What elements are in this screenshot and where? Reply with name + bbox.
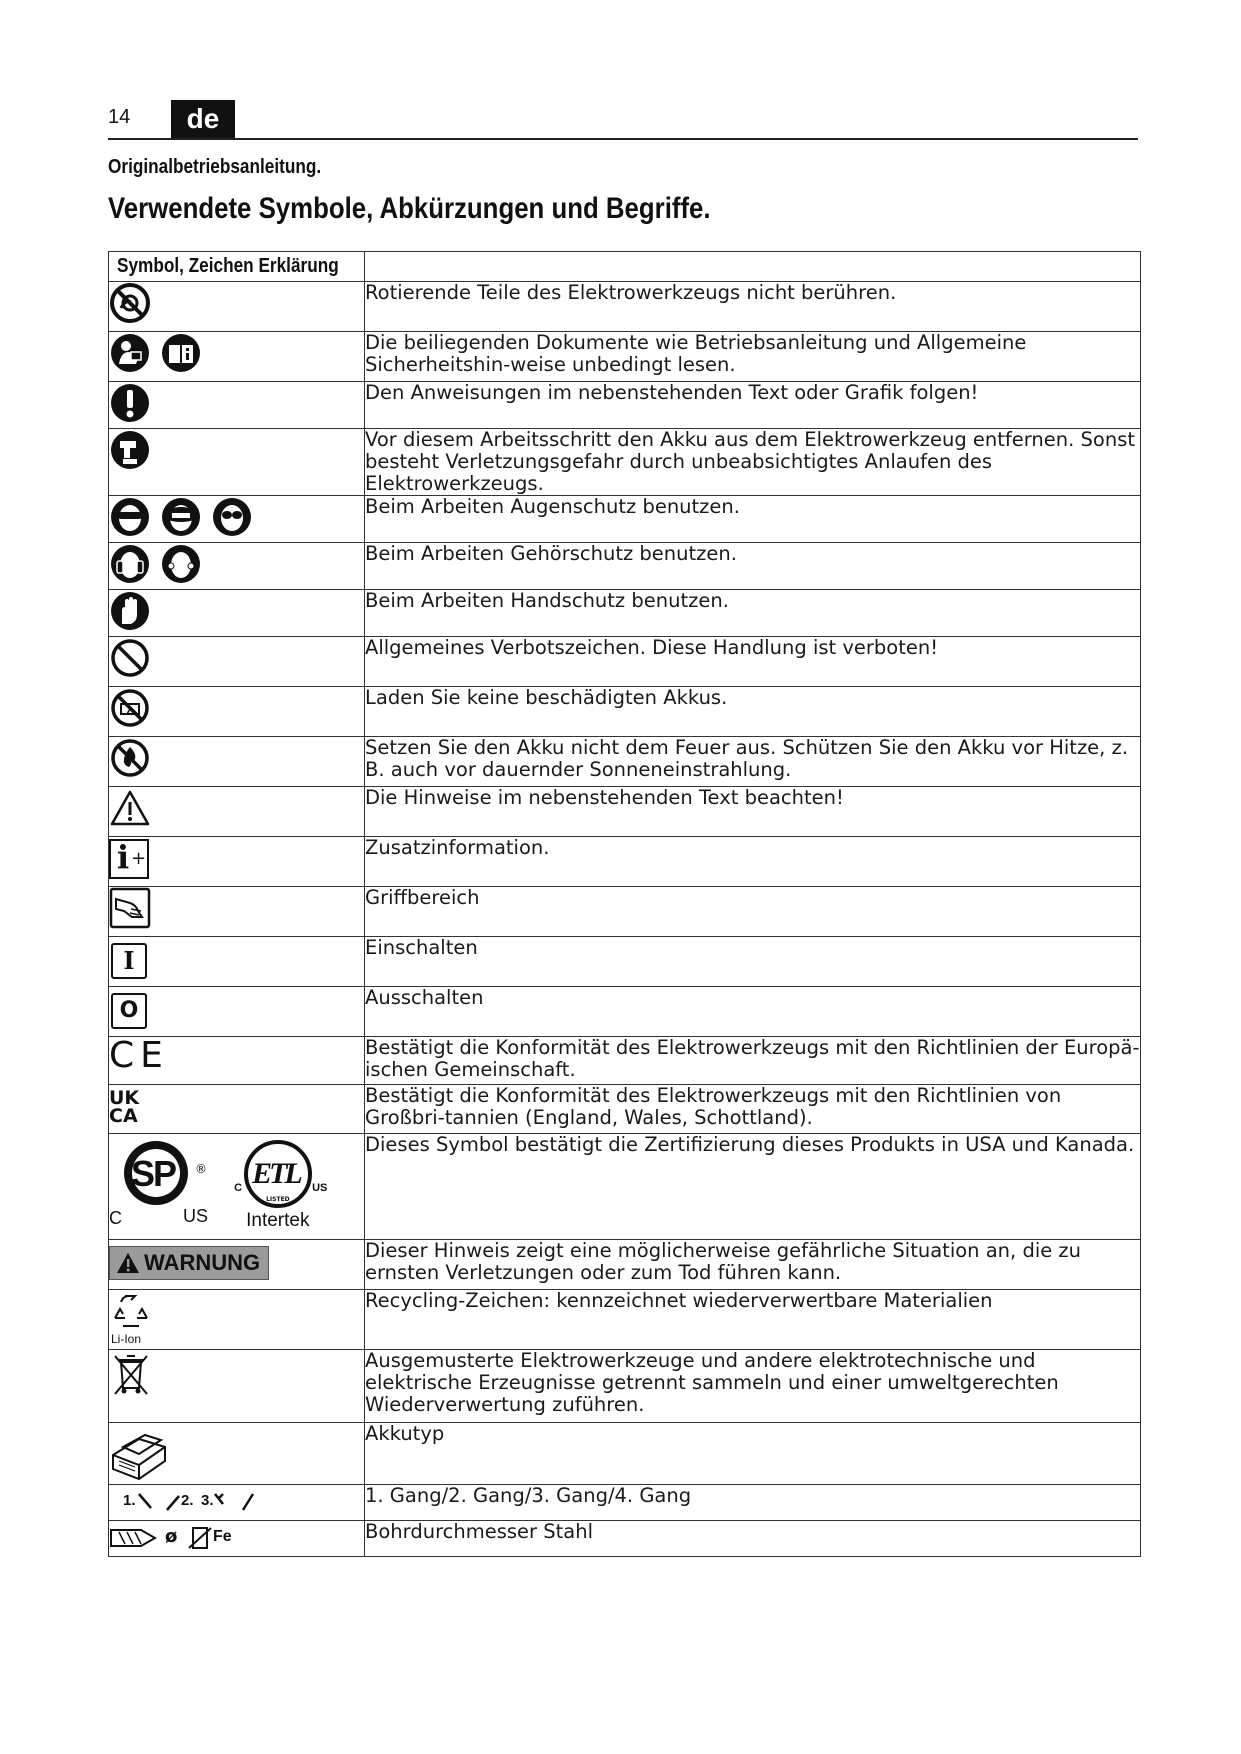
remove-battery-icon xyxy=(109,429,151,471)
gear-2-label: 2. xyxy=(181,1492,194,1509)
warning-label-text: WARNUNG xyxy=(144,1250,261,1275)
safety-goggles-icon xyxy=(211,496,253,538)
fe-label: Fe xyxy=(213,1528,232,1545)
gear-1-label: 1. xyxy=(123,1492,136,1509)
no-fire-icon xyxy=(109,737,151,779)
symbol-cell xyxy=(109,687,365,737)
explanation-cell: Den Anweisungen im nebenstehenden Text oder Grafik folgen! xyxy=(365,382,1141,429)
table-row xyxy=(109,1290,1141,1350)
table-row xyxy=(109,1037,1141,1085)
table-row xyxy=(109,987,1141,1037)
gear-3-label: 3. xyxy=(201,1492,214,1509)
diameter-symbol: ø xyxy=(165,1526,178,1547)
document-subtitle: Originalbetriebsanleitung. xyxy=(108,156,322,178)
symbol-cell xyxy=(109,382,365,429)
symbol-cell xyxy=(109,496,365,543)
table-header-row xyxy=(109,252,1141,282)
power-on-icon xyxy=(111,943,147,979)
table-row xyxy=(109,429,1141,496)
symbol-cell xyxy=(109,1423,365,1485)
symbol-cell xyxy=(109,837,365,887)
explanation-cell: Beim Arbeiten Handschutz benutzen. xyxy=(365,590,1141,637)
ear-protection-icon xyxy=(109,543,151,585)
explanation-cell: Bohrdurchmesser Stahl xyxy=(365,1521,1141,1557)
info-i-glyph: i xyxy=(117,838,130,876)
etl-letters: ETL xyxy=(252,1157,300,1190)
explanation-cell: Zusatzinformation. xyxy=(365,837,1141,887)
symbol-cell xyxy=(109,987,365,1037)
csa-c-label: C xyxy=(109,1208,122,1228)
symbol-cell xyxy=(109,590,365,637)
explanation-cell: Einschalten xyxy=(365,937,1141,987)
ear-plugs-icon xyxy=(160,543,202,585)
battery-pack-icon xyxy=(109,1425,171,1481)
csa-mark-icon xyxy=(109,1134,219,1230)
symbol-cell xyxy=(109,1134,365,1240)
table-row xyxy=(109,1423,1141,1485)
symbol-cell xyxy=(109,332,365,382)
explanation-cell: Laden Sie keine beschädigten Akkus. xyxy=(365,687,1141,737)
explanation-cell: Setzen Sie den Akku nicht dem Feuer aus. Schützen Sie den Akku vor Hitze, z. B. auch vor dauernder Sonneneinstrahlung. xyxy=(365,737,1141,787)
no-touch-rotating-icon xyxy=(109,282,151,324)
explanation-cell: Vor diesem Arbeitsschritt den Akku aus dem Elektrowerkzeug entfernen. Sonst besteht Verletzungsgefahr durch unbeabsichtigtes Anlaufen des Elektrowerkzeugs. xyxy=(365,429,1141,496)
table-row xyxy=(109,787,1141,837)
table-row xyxy=(109,382,1141,429)
symbol-cell xyxy=(109,637,365,687)
explanation-cell: Griffbereich xyxy=(365,887,1141,937)
explanation-cell: Die beiliegenden Dokumente wie Betriebsanleitung und Allgemeine Sicherheitshin-weise unbedingt lesen. xyxy=(365,332,1141,382)
ukca-uk-text: UK xyxy=(109,1087,140,1109)
table-row xyxy=(109,887,1141,937)
table-row xyxy=(109,496,1141,543)
explanation-cell: Allgemeines Verbotszeichen. Diese Handlung ist verboten! xyxy=(365,637,1141,687)
symbol-cell xyxy=(109,1290,365,1350)
symbol-cell xyxy=(109,737,365,787)
page-header xyxy=(108,100,1138,140)
table-row xyxy=(109,332,1141,382)
info-plus-glyph: + xyxy=(131,848,147,869)
table-row xyxy=(109,1521,1141,1557)
weee-bin-icon xyxy=(109,1350,153,1400)
intertek-label: Intertek xyxy=(246,1210,310,1231)
table-row xyxy=(109,1350,1141,1423)
page-number: 14 xyxy=(108,106,131,128)
info-plus-icon xyxy=(109,839,149,879)
explanation-cell: Recycling-Zeichen: kennzeichnet wiederverwertbare Materialien xyxy=(365,1290,1141,1350)
table-row xyxy=(109,282,1141,332)
explanation-cell: Bestätigt die Konformität des Elektrowerkzeugs mit den Richtlinien der Europä-ischen Gemeinschaft. xyxy=(365,1037,1141,1085)
table-row xyxy=(109,543,1141,590)
etl-listed: LISTED xyxy=(266,1196,290,1203)
recycling-liion-icon xyxy=(109,1292,153,1348)
explanation-cell: Akkutyp xyxy=(365,1423,1141,1485)
eye-protection-icon xyxy=(109,496,151,538)
symbol-cell xyxy=(109,937,365,987)
ukca-ca-text: CA xyxy=(109,1105,138,1127)
symbols-table xyxy=(108,251,1141,1557)
info-book-icon xyxy=(160,332,202,374)
table-row xyxy=(109,737,1141,787)
face-shield-icon xyxy=(160,496,202,538)
symbol-cell xyxy=(109,1037,365,1085)
explanation-cell: Die Hinweise im nebenstehenden Text beachten! xyxy=(365,787,1141,837)
csa-letters: SP xyxy=(131,1153,176,1194)
symbol-cell xyxy=(109,282,365,332)
symbol-cell xyxy=(109,787,365,837)
power-off-icon xyxy=(111,993,147,1029)
table-row xyxy=(109,590,1141,637)
drill-diameter-steel-icon xyxy=(109,1524,269,1552)
warning-label-icon xyxy=(109,1246,269,1280)
prohibition-icon xyxy=(109,637,151,679)
table-row xyxy=(109,937,1141,987)
symbol-cell xyxy=(109,1521,365,1557)
explanation-cell: Beim Arbeiten Gehörschutz benutzen. xyxy=(365,543,1141,590)
symbol-cell xyxy=(109,543,365,590)
explanation-cell: 1. Gang/2. Gang/3. Gang/4. Gang xyxy=(365,1485,1141,1521)
explanation-cell: Rotierende Teile des Elektrowerkzeugs nicht berühren. xyxy=(365,282,1141,332)
warning-triangle-icon xyxy=(109,787,151,829)
gear-selector-icon xyxy=(109,1488,269,1516)
csa-us-label: US xyxy=(183,1206,209,1226)
explanation-cell: Bestätigt die Konformität des Elektrowerkzeugs mit den Richtlinien von Großbri-tannien (England, Wales, Schottland). xyxy=(365,1085,1141,1134)
li-ion-label: Li-Ion xyxy=(111,1332,142,1346)
language-tab: de xyxy=(171,100,235,138)
table-row xyxy=(109,1240,1141,1290)
no-damaged-battery-icon xyxy=(109,687,151,729)
explanation-cell: Ausgemusterte Elektrowerkzeuge und andere elektrotechnische und elektrische Erzeugnisse getrennt sammeln und einer umweltgerechten Wiederverwertung zuführen. xyxy=(365,1350,1141,1423)
table-row xyxy=(109,687,1141,737)
column-header-explanation xyxy=(365,252,1141,282)
table-row xyxy=(109,837,1141,887)
table-row xyxy=(109,1134,1141,1240)
etl-us-label: US xyxy=(312,1182,328,1194)
table-row xyxy=(109,637,1141,687)
symbol-cell xyxy=(109,429,365,496)
symbol-cell xyxy=(109,1085,365,1134)
table-row xyxy=(109,1485,1141,1521)
explanation-cell: Dieses Symbol bestätigt die Zertifizierung dieses Produkts in USA und Kanada. xyxy=(365,1134,1141,1240)
etl-c-label: C xyxy=(234,1182,243,1194)
symbol-cell xyxy=(109,1350,365,1423)
symbol-cell xyxy=(109,1485,365,1521)
ce-mark-icon: CE xyxy=(109,1035,169,1076)
explanation-cell: Ausschalten xyxy=(365,987,1141,1037)
ukca-mark-icon xyxy=(109,1089,139,1125)
symbol-cell xyxy=(109,887,365,937)
mandatory-exclamation-icon xyxy=(109,382,151,424)
section-title: Verwendete Symbole, Abkürzungen und Begriffe. xyxy=(108,192,711,225)
explanation-cell: Beim Arbeiten Augenschutz benutzen. xyxy=(365,496,1141,543)
power-on-glyph: I xyxy=(123,946,135,975)
read-manual-icon xyxy=(109,332,151,374)
power-off-glyph: O xyxy=(119,998,139,1023)
gloves-icon xyxy=(109,590,151,632)
explanation-cell: Dieser Hinweis zeigt eine möglicherweise gefährliche Situation an, die zu ernsten Verletzungen oder zum Tod führen kann. xyxy=(365,1240,1141,1290)
symbol-cell xyxy=(109,1240,365,1290)
column-header-symbol: Symbol, Zeichen Erklärung xyxy=(109,252,365,282)
grip-area-icon xyxy=(109,887,151,929)
table-row xyxy=(109,1085,1141,1134)
csa-registered: ® xyxy=(195,1162,207,1176)
etl-mark-icon xyxy=(226,1134,336,1230)
